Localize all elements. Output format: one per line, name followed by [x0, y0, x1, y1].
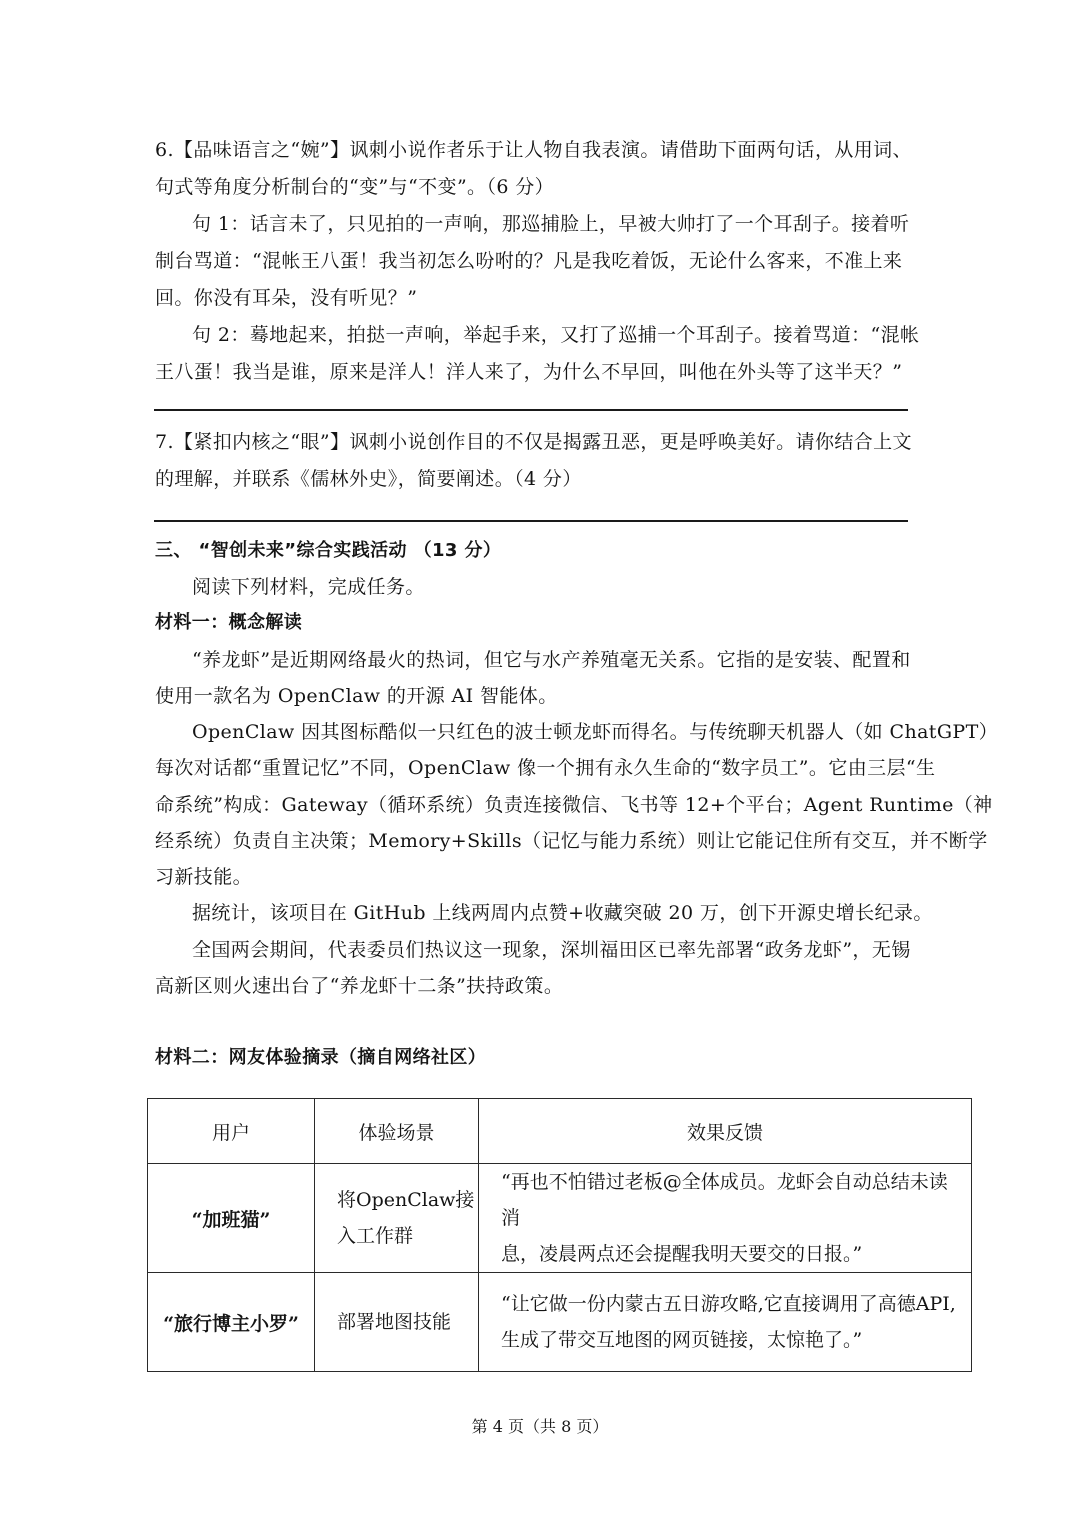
section3-heading: 三、 “智创未来”综合实践活动 （13 分）	[155, 540, 502, 561]
q6-answer-line[interactable]	[154, 409, 908, 411]
table-cell-scene	[315, 1273, 479, 1372]
material2-title: 材料二：网友体验摘录（摘自网络社区）	[155, 1047, 487, 1068]
material1-line-1: “养龙虾”是近期网络最火的热词，但它与水产养殖毫无关系。它指的是安装、配置和	[192, 649, 911, 671]
q7-answer-line[interactable]	[154, 520, 908, 522]
scene-line: 入工作群	[337, 1225, 414, 1247]
q6-sentence1-line-2: 制台骂道：“混帐王八蛋！我当初怎么吩咐的？凡是我吃着饭，无论什么客来，不准上来	[155, 250, 903, 272]
table-cell-feedback	[479, 1164, 972, 1273]
material1-line-2: 使用一款名为 OpenClaw 的开源 AI 智能体。	[155, 685, 558, 707]
feedback-line: “让它做一份内蒙古五日游攻略,它直接调用了高德API,	[501, 1293, 956, 1315]
material1-title: 材料一：概念解读	[155, 612, 303, 633]
table-header-scene: 体验场景	[315, 1099, 479, 1164]
page-footer: 第 4 页（共 8 页）	[471, 1417, 609, 1436]
experience-table	[147, 1098, 972, 1372]
material1-line-5: 命系统”构成：Gateway（循环系统）负责连接微信、飞书等 12+个平台；Agent Runtime（神	[155, 794, 993, 816]
material1-line-3: OpenClaw 因其图标酷似一只红色的波士顿龙虾而得名。与传统聊天机器人（如 ChatGPT）	[192, 721, 999, 743]
material1-line-6: 经系统）负责自主决策；Memory+Skills（记忆与能力系统）则让它能记住所有交互，并不断学	[155, 830, 988, 852]
table-cell-user: “加班猫”	[148, 1164, 315, 1273]
q7-prompt-line-1: 7.【紧扣内核之“眼”】讽刺小说创作目的不仅是揭露丑恶，更是呼唤美好。请你结合上文	[155, 431, 912, 453]
q6-sentence1-line-3: 回。你没有耳朵，没有听见？”	[155, 287, 418, 309]
material1-line-4: 每次对话都“重置记忆”不同，OpenClaw 像一个拥有永久生命的“数字员工”。它由三层“生	[155, 757, 936, 779]
scene-line: 将OpenClaw接	[337, 1189, 475, 1211]
table-cell-user: “旅行博主小罗”	[148, 1273, 315, 1372]
q6-sentence2-line-2: 王八蛋！我当是谁，原来是洋人！洋人来了，为什么不早回，叫他在外头等了这半天？”	[155, 361, 903, 383]
q6-prompt-line-2: 句式等角度分析制台的“变”与“不变”。（6 分）	[155, 176, 555, 198]
scene-line: 部署地图技能	[337, 1311, 452, 1333]
feedback-line: 息，凌晨两点还会提醒我明天要交的日报。”	[501, 1243, 863, 1265]
q6-sentence2-line-1: 句 2：蓦地起来，拍挞一声响，举起手来，又打了巡捕一个耳刮子。接着骂道：“混帐	[192, 324, 920, 346]
table-row	[148, 1273, 972, 1372]
table-header-row	[148, 1099, 972, 1164]
table-cell-feedback	[479, 1273, 972, 1372]
table-header-user: 用户	[148, 1099, 315, 1164]
table-row	[148, 1164, 972, 1273]
table-cell-scene	[315, 1164, 479, 1273]
feedback-line: 生成了带交互地图的网页链接，太惊艳了。”	[501, 1329, 863, 1351]
table-header-feedback: 效果反馈	[479, 1099, 972, 1164]
feedback-line: “再也不怕错过老板@全体成员。龙虾会自动总结未读消	[501, 1171, 948, 1229]
material1-line-7: 习新技能。	[155, 866, 253, 888]
q6-prompt-line-1: 6.【品味语言之“婉”】讽刺小说作者乐于让人物自我表演。请借助下面两句话，从用词、	[155, 139, 912, 161]
material1-line-9: 全国两会期间，代表委员们热议这一现象，深圳福田区已率先部署“政务龙虾”，无锡	[192, 939, 911, 961]
q7-prompt-line-2: 的理解，并联系《儒林外史》，简要阐述。（4 分）	[155, 468, 582, 490]
q6-sentence1-line-1: 句 1：话言未了，只见拍的一声响，那巡捕脸上，早被大帅打了一个耳刮子。接着听	[192, 213, 910, 235]
material1-line-8: 据统计，该项目在 GitHub 上线两周内点赞+收藏突破 20 万，创下开源史增长纪录。	[192, 902, 933, 924]
section3-instruction: 阅读下列材料，完成任务。	[192, 576, 425, 598]
material1-line-10: 高新区则火速出台了“养龙虾十二条”扶持政策。	[155, 975, 564, 997]
